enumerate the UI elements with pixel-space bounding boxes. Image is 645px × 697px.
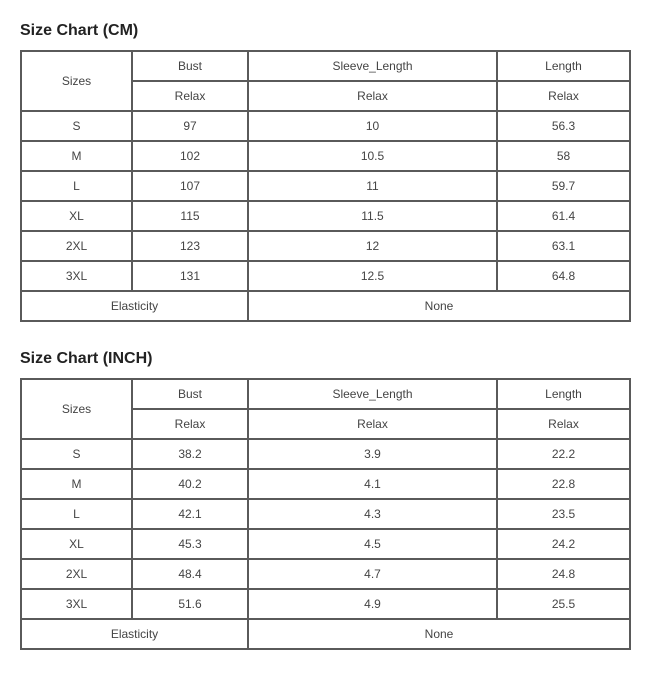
sleeve-cell: 3.9	[248, 439, 497, 469]
table-row	[21, 111, 630, 141]
bust-cell: 48.4	[132, 559, 248, 589]
size-chart-cm	[20, 18, 631, 322]
bust-cell: 115	[132, 201, 248, 231]
sleeve-cell: 4.5	[248, 529, 497, 559]
length-cell: 24.8	[497, 559, 630, 589]
length-cell: 64.8	[497, 261, 630, 291]
length-cell: 25.5	[497, 589, 630, 619]
table-row	[21, 559, 630, 589]
elasticity-value: None	[248, 619, 630, 649]
size-cell: 2XL	[21, 231, 132, 261]
table-row	[21, 171, 630, 201]
header-sizes: Sizes	[21, 379, 132, 439]
size-chart-inch	[20, 346, 631, 650]
header-sizes: Sizes	[21, 51, 132, 111]
table-row	[21, 261, 630, 291]
elasticity-label: Elasticity	[21, 619, 248, 649]
bust-cell: 107	[132, 171, 248, 201]
elasticity-row	[21, 291, 630, 321]
length-cell: 22.8	[497, 469, 630, 499]
elasticity-label: Elasticity	[21, 291, 248, 321]
bust-cell: 123	[132, 231, 248, 261]
size-cell: XL	[21, 201, 132, 231]
length-cell: 22.2	[497, 439, 630, 469]
size-cell: 2XL	[21, 559, 132, 589]
length-cell: 56.3	[497, 111, 630, 141]
bust-cell: 97	[132, 111, 248, 141]
subheader-cell: Relax	[497, 409, 630, 439]
size-cell: M	[21, 141, 132, 171]
size-cell: S	[21, 439, 132, 469]
size-cell: 3XL	[21, 589, 132, 619]
chart-title: Size Chart (CM)	[20, 22, 139, 39]
elasticity-value: None	[248, 291, 630, 321]
bust-cell: 45.3	[132, 529, 248, 559]
bust-cell: 38.2	[132, 439, 248, 469]
subheader-cell: Relax	[248, 81, 497, 111]
bust-cell: 42.1	[132, 499, 248, 529]
size-table-cm	[20, 50, 631, 322]
table-row	[21, 589, 630, 619]
sleeve-cell: 12	[248, 231, 497, 261]
sleeve-cell: 10	[248, 111, 497, 141]
bust-cell: 51.6	[132, 589, 248, 619]
subheader-cell: Relax	[132, 409, 248, 439]
header-bust: Bust	[132, 51, 248, 81]
sleeve-cell: 4.1	[248, 469, 497, 499]
subheader-cell: Relax	[132, 81, 248, 111]
sleeve-cell: 4.3	[248, 499, 497, 529]
elasticity-row	[21, 619, 630, 649]
bust-cell: 102	[132, 141, 248, 171]
size-cell: L	[21, 499, 132, 529]
header-row	[21, 379, 630, 409]
length-cell: 24.2	[497, 529, 630, 559]
table-row	[21, 439, 630, 469]
length-cell: 59.7	[497, 171, 630, 201]
sleeve-cell: 11	[248, 171, 497, 201]
chart-title: Size Chart (INCH)	[20, 350, 153, 367]
size-cell: L	[21, 171, 132, 201]
length-cell: 61.4	[497, 201, 630, 231]
table-row	[21, 469, 630, 499]
size-cell: M	[21, 469, 132, 499]
subheader-cell: Relax	[248, 409, 497, 439]
table-row	[21, 141, 630, 171]
size-cell: XL	[21, 529, 132, 559]
header-sleeve-length: Sleeve_Length	[248, 379, 497, 409]
header-bust: Bust	[132, 379, 248, 409]
length-cell: 58	[497, 141, 630, 171]
subheader-cell: Relax	[497, 81, 630, 111]
sleeve-cell: 4.9	[248, 589, 497, 619]
length-cell: 63.1	[497, 231, 630, 261]
size-cell: 3XL	[21, 261, 132, 291]
header-row	[21, 51, 630, 81]
bust-cell: 131	[132, 261, 248, 291]
sleeve-cell: 11.5	[248, 201, 497, 231]
table-row	[21, 231, 630, 261]
size-table-inch	[20, 378, 631, 650]
length-cell: 23.5	[497, 499, 630, 529]
table-row	[21, 201, 630, 231]
table-row	[21, 529, 630, 559]
header-length: Length	[497, 51, 630, 81]
size-cell: S	[21, 111, 132, 141]
header-length: Length	[497, 379, 630, 409]
table-row	[21, 499, 630, 529]
sleeve-cell: 10.5	[248, 141, 497, 171]
header-sleeve-length: Sleeve_Length	[248, 51, 497, 81]
sleeve-cell: 4.7	[248, 559, 497, 589]
bust-cell: 40.2	[132, 469, 248, 499]
sleeve-cell: 12.5	[248, 261, 497, 291]
